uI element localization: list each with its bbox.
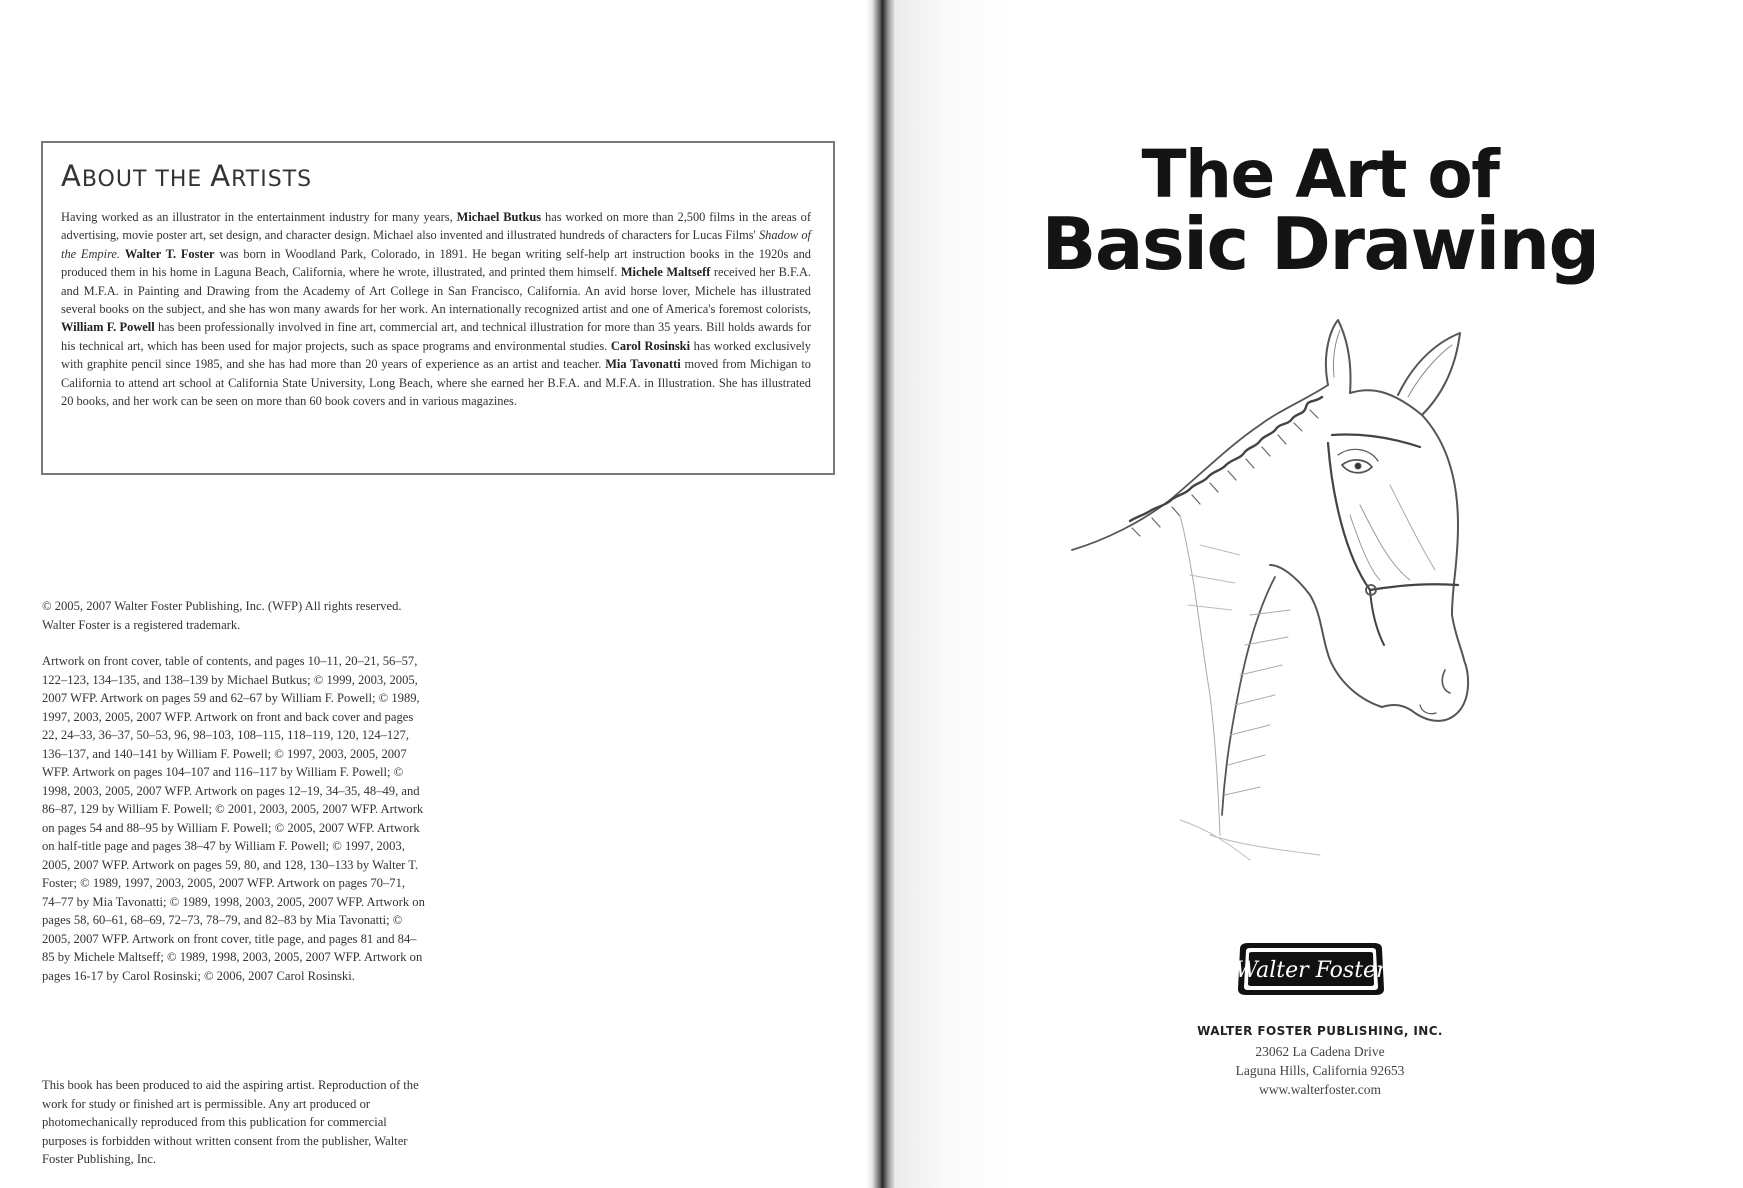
about-text-2: has worked on more than 2,500 films in the areas of advertising, movie poster art, set design, and character design. Michael also invented and illustrated hundreds of characters for Lucas Films'	[61, 210, 812, 243]
publisher-name: WALTER FOSTER PUBLISHING, INC.	[1197, 1024, 1443, 1038]
about-the-artists-box	[41, 141, 835, 475]
about-text-5: received her B.F.A. and M.F.A. in Painting and Drawing from the Academy of Art College in San Francisco, California. An avid horse lover, Michele has illustrated several books on the subject, and she has won many awards for her work. An internationally recognized artist and one of America's foremost colorists,	[61, 265, 811, 317]
publisher-address-line-1: 23062 La Cadena Drive	[1255, 1044, 1385, 1059]
logo-text: Walter Foster	[1235, 958, 1387, 983]
publisher-website: www.walterfoster.com	[1258, 1082, 1382, 1097]
about-text-6: has been professionally involved in fine art, commercial art, and technical illustration for more than 35 years. Bill holds awards for his technical art, which has been used for major projects, such as space programs and environmental studies.	[61, 320, 811, 353]
walter-foster-logo-icon	[1234, 939, 1388, 999]
title-smallcaps-2: RTISTS	[231, 167, 313, 192]
book-title-italic: Shadow of the Empire.	[61, 228, 811, 261]
artist-name-tavonatti: Mia Tavonatti	[605, 357, 681, 372]
artist-name-powell: William F. Powell	[61, 320, 155, 335]
title-cap-a: A	[61, 159, 82, 193]
about-text-4: was born in Woodland Park, Colorado, in 1891. He began writing self-help art instruction books in the 1920s and produced them in his home in Laguna Beach, California, where he wrote, illustrated, and printed them himself.	[61, 246, 811, 280]
book-gutter	[866, 0, 896, 1188]
publisher-address-line-2: Laguna Hills, California 92653	[1235, 1063, 1405, 1078]
artist-name-maltseff: Michele Maltseff	[620, 265, 711, 280]
left-page	[0, 0, 868, 1188]
about-paragraph	[61, 208, 811, 410]
horse-head-sketch-icon	[1060, 315, 1490, 875]
about-title	[61, 159, 811, 193]
artwork-credits: Artwork on front cover, table of contents, and pages 10–11, 20–21, 56–57, 122–123, 134–135, and 138–139 by Michael Butkus; © 1999, 2003, 2005, 2007 WFP. Artwork on pages 59 and 62–67 by William F. Powell; © 1989, 1997, 2003, 2005, 2007 WFP. Artwork on front and back cover and pages 22, 24–33, 36–37, 50–53, 96, 98–103, 108–115, 118–119, 120, 124–127, 136–137, and 140–141 by William F. Powell; © 1997, 2003, 2005, 2007 WFP. Artwork on pages 104–107 and 116–117 by William F. Powell; © 1998, 2003, 2005, 2007 WFP. Artwork on pages 12–19, 34–35, 48–49, and 86–87, 129 by William F. Powell; © 2001, 2003, 2005, 2007 WFP. Artwork on pages 54 and 88–95 by William F. Powell; © 2005, 2007 WFP. Artwork on half-title page and pages 38–47 by William F. Powell; © 1997, 2003, 2005, 2007 WFP. Artwork on pages 59, 80, and 128, 130–133 by Walter T. Foster; © 1989, 1997, 2003, 2005, 2007 WFP. Artwork on pages 70–71, 74–77 by Mia Tavonatti; © 1989, 1998, 2003, 2005, 2007 WFP. Artwork on pages 58, 60–61, 68–69, 72–73, 78–79, and 82–83 by Mia Tavonatti; © 2005, 2007 WFP. Artwork on front cover, title page, and pages 81 and 84–85 by Michele Maltseff; © 1989, 1998, 2003, 2005, 2007 WFP. Artwork on pages 16-17 by Carol Rosinski; © 2006, 2007 Carol Rosinski.	[42, 654, 425, 983]
artist-name-rosinski: Carol Rosinski	[610, 338, 691, 353]
artist-name-foster: Walter T. Foster	[124, 246, 215, 261]
book-title-line-1: The Art of	[1141, 136, 1499, 213]
about-text-8: moved from Michigan to California to attend art school at California State University, Long Beach, where she earned her B.F.A. and M.F.A. in Illustration. She has illustrated 20 books, and her work can be seen on more than 60 book covers and in various magazines.	[61, 357, 811, 409]
artist-name-butkus: Michael Butkus	[456, 210, 542, 224]
about-text-7: has worked exclusively with graphite pencil since 1985, and she has had more than 20 years of experience as an artist and teacher.	[61, 338, 811, 372]
about-text-1: Having worked as an illustrator in the entertainment industry for many years,	[61, 210, 457, 224]
reproduction-notice: This book has been produced to aid the aspiring artist. Reproduction of the work for study or finished art is permissible. Any art produced or photomechanically reproduced from this publication for commercial purposes is forbidden without written consent from the publisher, Walter Foster Publishing, Inc.	[42, 1078, 419, 1166]
title-cap-b: A	[210, 159, 232, 193]
copyright-notice: © 2005, 2007 Walter Foster Publishing, Inc. (WFP) All rights reserved. Walter Foster is a registered trademark.	[42, 599, 402, 632]
title-smallcaps-1: BOUT THE	[81, 167, 211, 192]
book-title-line-2: Basic Drawing	[1041, 202, 1599, 286]
